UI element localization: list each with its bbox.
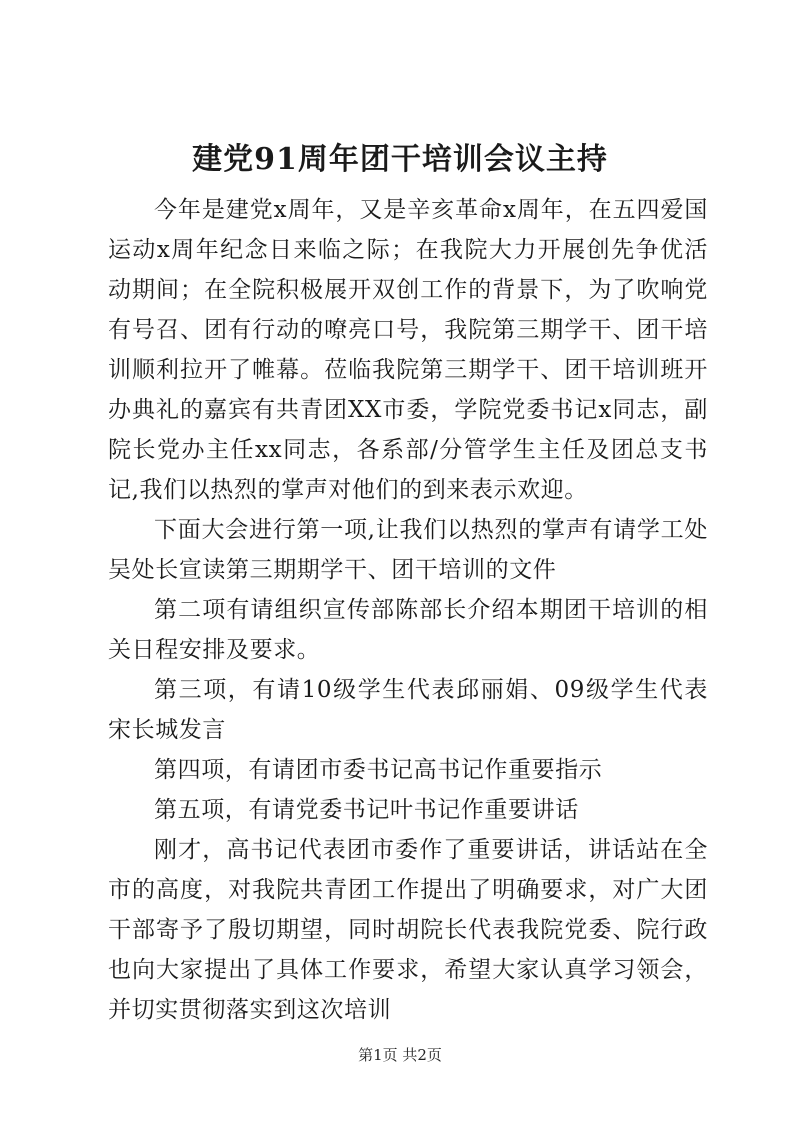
- document-body: [108, 190, 708, 1030]
- paragraph-opening: 今年是建党x周年，又是辛亥革命x周年，在五四爱国运动x周年纪念日来临之际；在我院大力开展创先争优活动期间；在全院积极展开双创工作的背景下，为了吹响党有号召、团有行动的嘹亮口号，我院第三期学干、团干培训顺利拉开了帷幕。莅临我院第三期学干、团干培训班开办典礼的嘉宾有共青团XX市委，学院党委书记x同志，副院长党办主任xx同志，各系部/分管学生主任及团总支书记,我们以热烈的掌声对他们的到来表示欢迎。: [108, 197, 708, 503]
- paragraph-item-1: 下面大会进行第一项,让我们以热烈的掌声有请学工处吴处长宣读第三期期学干、团干培训的文件: [108, 517, 708, 583]
- paragraph-closing: 刚才，高书记代表团市委作了重要讲话，讲话站在全市的高度，对我院共青团工作提出了明确要求，对广大团干部寄予了殷切期望，同时胡院长代表我院党委、院行政也向大家提出了具体工作要求，希望大家认真学习领会，并切实贯彻落实到这次培训: [108, 837, 708, 1023]
- paragraph-item-3: 第三项，有请10级学生代表邱丽娟、09级学生代表宋长城发言: [108, 677, 708, 743]
- document-title: 建党91周年团干培训会议主持: [192, 142, 608, 177]
- paragraph-item-2: 第二项有请组织宣传部陈部长介绍本期团干培训的相关日程安排及要求。: [108, 597, 708, 663]
- paragraph-item-4: 第四项，有请团市委书记高书记作重要指示: [154, 757, 603, 783]
- page-footer: 第1页 共2页: [358, 1046, 442, 1064]
- paragraph-item-5: 第五项，有请党委书记叶书记作重要讲话: [154, 797, 579, 823]
